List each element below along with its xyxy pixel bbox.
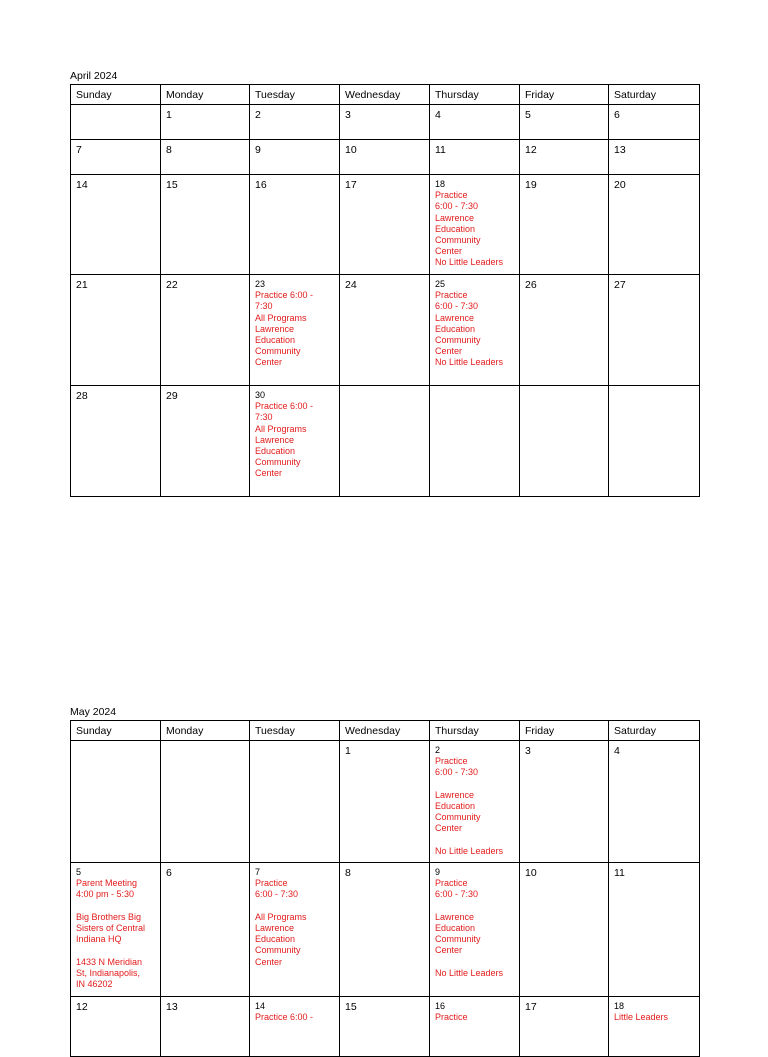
calendar-day-cell [161,140,250,175]
day-number: 7 [76,144,82,156]
weekday-header: Saturday [609,85,700,105]
day-number: 13 [166,1001,178,1013]
day-number: 14 [255,1001,266,1011]
calendar-day-cell [520,175,609,275]
day-number: 17 [345,179,357,191]
day-number: 6 [614,109,620,121]
calendar-day-cell [430,175,520,275]
day-number: 10 [345,144,357,156]
calendar-week-row [71,275,700,386]
calendar-day-cell [609,997,700,1057]
calendar-day-cell [250,863,340,997]
calendar-day-cell [161,175,250,275]
day-number: 5 [76,867,82,877]
calendar-day-cell [430,386,520,497]
day-number: 16 [435,1001,446,1011]
day-number: 9 [435,867,441,877]
calendar-day-cell [250,997,340,1057]
calendar-week-row [71,140,700,175]
day-number: 15 [345,1001,357,1013]
day-number: 11 [614,867,625,879]
event-text: Practice 6:00 - 7:30 Lawrence Education Community Center No Little Leaders [435,190,504,268]
calendar-day-cell [161,275,250,386]
day-number: 2 [435,745,441,755]
event-text: Practice 6:00 - 7:30 All Programs Lawrence Education Community Center [255,401,314,479]
calendar-day-cell [520,386,609,497]
day-number: 9 [255,144,261,156]
day-number: 24 [345,279,357,291]
calendar-day-cell [430,275,520,386]
calendar-day-cell [520,275,609,386]
may-calendar [70,720,700,1057]
calendar-day-cell [609,386,700,497]
weekday-header: Friday [520,85,609,105]
event-text: Practice 6:00 - 7:30 Lawrence Education Community Center No Little Leaders [435,878,504,978]
calendar-day-cell [609,275,700,386]
weekday-header: Monday [161,721,250,741]
calendar-week-row [71,175,700,275]
calendar-day-cell [71,386,161,497]
day-number: 15 [166,179,178,191]
day-number: 12 [525,144,537,156]
event-text: Parent Meeting 4:00 pm - 5:30 Big Brothers Big Sisters of Central Indiana HQ 1433 N Meridian St, Indianapolis, IN 46202 [76,878,146,990]
weekday-header: Friday [520,721,609,741]
day-number: 5 [525,109,531,121]
day-number: 19 [525,179,537,191]
calendar-day-cell [71,140,161,175]
day-number: 8 [345,867,351,879]
calendar-day-cell [520,140,609,175]
calendar-day-cell [520,741,609,863]
weekday-header: Thursday [430,85,520,105]
may-calendar-title: May 2024 [70,706,117,718]
calendar-day-cell [520,863,609,997]
calendar-day-cell [520,997,609,1057]
weekday-header-row [71,85,700,105]
calendar-day-cell [250,741,340,863]
calendar-day-cell [161,863,250,997]
calendar-day-cell [161,741,250,863]
day-number: 11 [435,144,446,156]
weekday-header: Wednesday [340,721,430,741]
weekday-header: Tuesday [250,721,340,741]
calendar-day-cell [250,105,340,140]
calendar-day-cell [71,741,161,863]
calendar-week-row [71,386,700,497]
calendar-day-cell [250,275,340,386]
calendar-day-cell [250,175,340,275]
calendar-week-row [71,863,700,997]
calendar-day-cell [430,140,520,175]
day-number: 18 [435,179,446,189]
calendar-day-cell [340,386,430,497]
calendar-day-cell [340,997,430,1057]
event-text: Practice 6:00 - 7:30 Lawrence Education Community Center No Little Leaders [435,290,504,368]
day-number: 4 [435,109,441,121]
day-number: 10 [525,867,537,879]
day-number: 1 [345,745,351,757]
event-text: Practice 6:00 - 7:30 Lawrence Education Community Center No Little Leaders [435,756,504,856]
calendar-day-cell [340,105,430,140]
calendar-day-cell [250,140,340,175]
event-text: Practice [435,1012,468,1023]
weekday-header: Sunday [71,85,161,105]
calendar-week-row [71,741,700,863]
day-number: 6 [166,867,172,879]
day-number: 26 [525,279,537,291]
day-number: 21 [76,279,88,291]
calendar-day-cell [71,175,161,275]
calendar-day-cell [609,105,700,140]
weekday-header: Tuesday [250,85,340,105]
calendar-day-cell [430,863,520,997]
event-text: Little Leaders [614,1012,669,1023]
calendar-day-cell [250,386,340,497]
weekday-header-row [71,721,700,741]
day-number: 22 [166,279,178,291]
day-number: 8 [166,144,172,156]
calendar-day-cell [609,175,700,275]
calendar-day-cell [609,140,700,175]
calendar-day-cell [161,386,250,497]
calendar-day-cell [340,863,430,997]
calendar-day-cell [340,140,430,175]
april-calendar-title: April 2024 [70,70,118,82]
calendar-day-cell [430,741,520,863]
day-number: 28 [76,390,88,402]
calendar-day-cell [609,741,700,863]
day-number: 13 [614,144,626,156]
calendar-day-cell [430,105,520,140]
weekday-header: Sunday [71,721,161,741]
calendar-week-row [71,997,700,1057]
calendar-day-cell [71,997,161,1057]
calendar-week-row [71,105,700,140]
calendar-day-cell [609,863,700,997]
day-number: 7 [255,867,261,877]
weekday-header: Thursday [430,721,520,741]
day-number: 14 [76,179,88,191]
event-text: Practice 6:00 - [255,1012,314,1023]
april-calendar [70,84,700,497]
event-text: Practice 6:00 - 7:30 All Programs Lawrence Education Community Center [255,878,307,967]
day-number: 25 [435,279,446,289]
day-number: 18 [614,1001,625,1011]
calendar-day-cell [520,105,609,140]
day-number: 16 [255,179,267,191]
calendar-day-cell [340,175,430,275]
calendar-day-cell [340,275,430,386]
calendar-day-cell [161,997,250,1057]
day-number: 1 [166,109,172,121]
day-number: 20 [614,179,626,191]
calendar-day-cell [340,741,430,863]
day-number: 27 [614,279,626,291]
day-number: 3 [345,109,351,121]
day-number: 3 [525,745,531,757]
calendar-day-cell [430,997,520,1057]
day-number: 2 [255,109,261,121]
weekday-header: Monday [161,85,250,105]
day-number: 17 [525,1001,537,1013]
calendar-day-cell [161,105,250,140]
weekday-header: Wednesday [340,85,430,105]
day-number: 4 [614,745,620,757]
calendar-day-cell [71,275,161,386]
calendar-day-cell [71,105,161,140]
calendar-day-cell [71,863,161,997]
day-number: 12 [76,1001,88,1013]
event-text: Practice 6:00 - 7:30 All Programs Lawrence Education Community Center [255,290,314,368]
day-number: 23 [255,279,266,289]
day-number: 29 [166,390,178,402]
weekday-header: Saturday [609,721,700,741]
day-number: 30 [255,390,266,400]
